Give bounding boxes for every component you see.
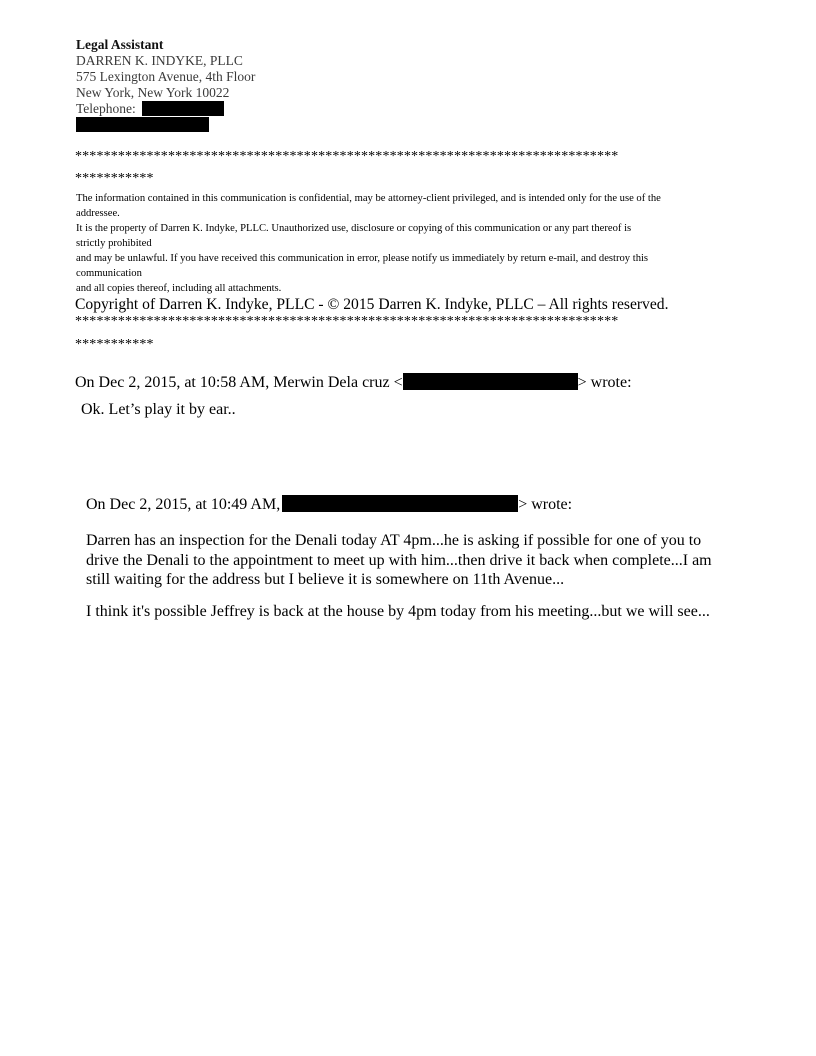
reply-header-suffix: > wrote: [577, 374, 632, 391]
original-body-line: I think it's possible Jeffrey is back at the house by 4pm today from his meeting...but we will see... [86, 603, 710, 620]
original-header-suffix: > wrote: [518, 496, 573, 513]
reply-header [75, 373, 632, 393]
signature-title: Legal Assistant [76, 37, 164, 52]
disclaimer-line: addressee. [76, 208, 120, 219]
stars-divider: *********** [75, 171, 154, 186]
signature-address-1: 575 Lexington Avenue, 4th Floor [76, 69, 256, 84]
redaction-telephone [142, 101, 224, 116]
redaction-sender [282, 495, 518, 512]
disclaimer-line: and may be unlawful. If you have received this communication in error, please notify us immediately by return e-mail, and destroy this [76, 253, 649, 264]
redaction-email [76, 117, 209, 132]
redaction-sender-email [403, 373, 578, 390]
disclaimer-line: The information contained in this communication is confidential, may be attorney-client privileged, and is intended only for the use of the [76, 193, 661, 204]
original-body-line: drive the Denali to the appointment to meet up with him...then drive it back when complete...I am [86, 552, 712, 569]
original-header [86, 495, 572, 515]
copyright-notice: Copyright of Darren K. Indyke, PLLC - © 2015 Darren K. Indyke, PLLC – All rights reserved. [75, 296, 669, 313]
disclaimer-line: It is the property of Darren K. Indyke, PLLC. Unauthorized use, disclosure or copying of this communication or any part thereof is [76, 223, 632, 234]
signature-firm: DARREN K. INDYKE, PLLC [76, 53, 243, 68]
original-body-line: Darren has an inspection for the Denali today AT 4pm...he is asking if possible for one of you to [86, 532, 702, 549]
stars-divider: *********** [75, 337, 154, 352]
disclaimer-line: and all copies thereof, including all attachments. [76, 283, 282, 294]
signature-telephone-label: Telephone: [76, 101, 136, 116]
reply-header-prefix: On Dec 2, 2015, at 10:58 AM, Merwin Dela cruz < [75, 374, 403, 391]
stars-divider: **************************************************************************** [75, 149, 619, 164]
signature-address-2: New York, New York 10022 [76, 85, 230, 100]
stars-divider: **************************************************************************** [75, 314, 619, 329]
original-header-prefix: On Dec 2, 2015, at 10:49 AM, [86, 496, 281, 513]
disclaimer-line: communication [76, 268, 142, 279]
original-body-line: still waiting for the address but I believe it is somewhere on 11th Avenue... [86, 571, 565, 588]
disclaimer-line: strictly prohibited [76, 238, 152, 249]
reply-body: Ok. Let’s play it by ear.. [81, 401, 236, 418]
